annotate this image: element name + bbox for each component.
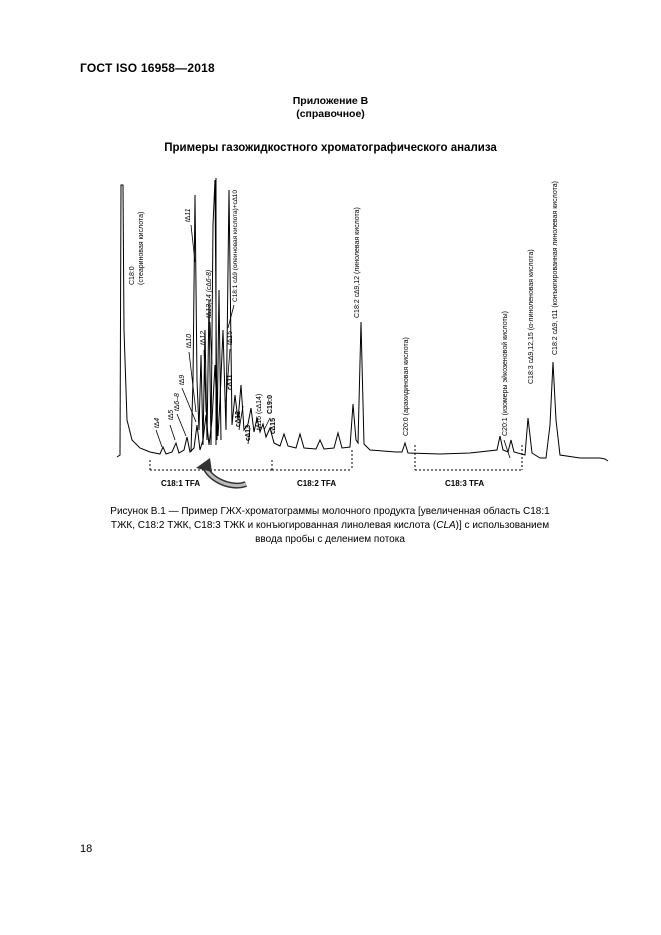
peak-label-t4: t∆4 xyxy=(154,417,161,428)
figure-caption xyxy=(100,505,560,547)
peak-label-c18-0-name: (стеариновая кислота) xyxy=(138,211,145,285)
region-label-c18-3: C18:3 TFA xyxy=(445,479,485,488)
region-label-c18-1: C18:1 TFA xyxy=(161,479,201,488)
appendix-note: (справочное) xyxy=(296,108,365,120)
region-bracket-c18-2 xyxy=(272,450,352,470)
appendix-title: Приложение В xyxy=(292,95,369,107)
peak-label-c20-0: C20:0 (арахидиновая кислота) xyxy=(403,337,410,436)
region-bracket-c18-3 xyxy=(415,445,522,470)
peak-label-c11: c∆11 xyxy=(227,374,234,390)
peak-label-t15: t∆15 xyxy=(227,330,234,345)
zoom-arrow-icon xyxy=(196,458,246,486)
peak-label-c18-3: C18:3 c∆9,12,15 (α-линоленовая кислота) xyxy=(528,249,535,384)
peak-label-t5: t∆5 xyxy=(168,409,175,420)
peak-label-t6-8: t∆6–8 xyxy=(174,393,181,411)
peak-label-c18-0: C18:0 xyxy=(129,266,136,285)
peak-label-c19-0: C19:0 xyxy=(267,394,274,414)
peak-label-c15: c∆15 xyxy=(270,418,277,434)
page-number: 18 xyxy=(80,843,93,855)
section-title: Примеры газожидкостного хроматографического анализа xyxy=(164,142,497,154)
caption-italic: CLA xyxy=(436,520,456,531)
peak-label-t13-14: t∆13,14 (c∆6-8) xyxy=(206,269,213,318)
peak-label-t11: t∆11 xyxy=(185,208,192,222)
peak-label-c13: c∆13 xyxy=(245,425,252,441)
caption-suffix: )] с использованием ввода пробы с делением потока xyxy=(255,520,550,545)
peak-label-t12: t∆12 xyxy=(200,330,207,345)
caption-prefix: Рисунок В.1 — Пример ГЖХ-хроматограммы молочного продукта [увеличенная область С18:1 ТЖК, С18:2 ТЖК, С18:3 ТЖК и конъюгированная линолевая кислота ( xyxy=(110,506,550,531)
peak-label-t16: t∆16 (c∆14) xyxy=(256,393,263,430)
peak-label-t9: t∆9 xyxy=(179,374,186,385)
region-label-c18-2: C18:2 TFA xyxy=(297,479,337,488)
peak-label-c18-1: C18:1 c∆9 (олеиновая кислота)+c∆10 xyxy=(232,190,239,302)
peak-label-t10: t∆10 xyxy=(186,333,193,348)
peak-label-cla: C18:2 c∆9, t11 (конъюгированная линолевая кислота) xyxy=(552,181,559,355)
peak-label-c12: c∆12 xyxy=(235,411,242,427)
document-header: ГОСТ ISO 16958—2018 xyxy=(80,61,215,75)
peak-label-c20-1: C20:1 (изомеры эйкозеновой кислоты) xyxy=(502,310,509,436)
peak-label-c18-2: C18:2 c∆9,12 (линолевая кислота) xyxy=(354,207,361,318)
